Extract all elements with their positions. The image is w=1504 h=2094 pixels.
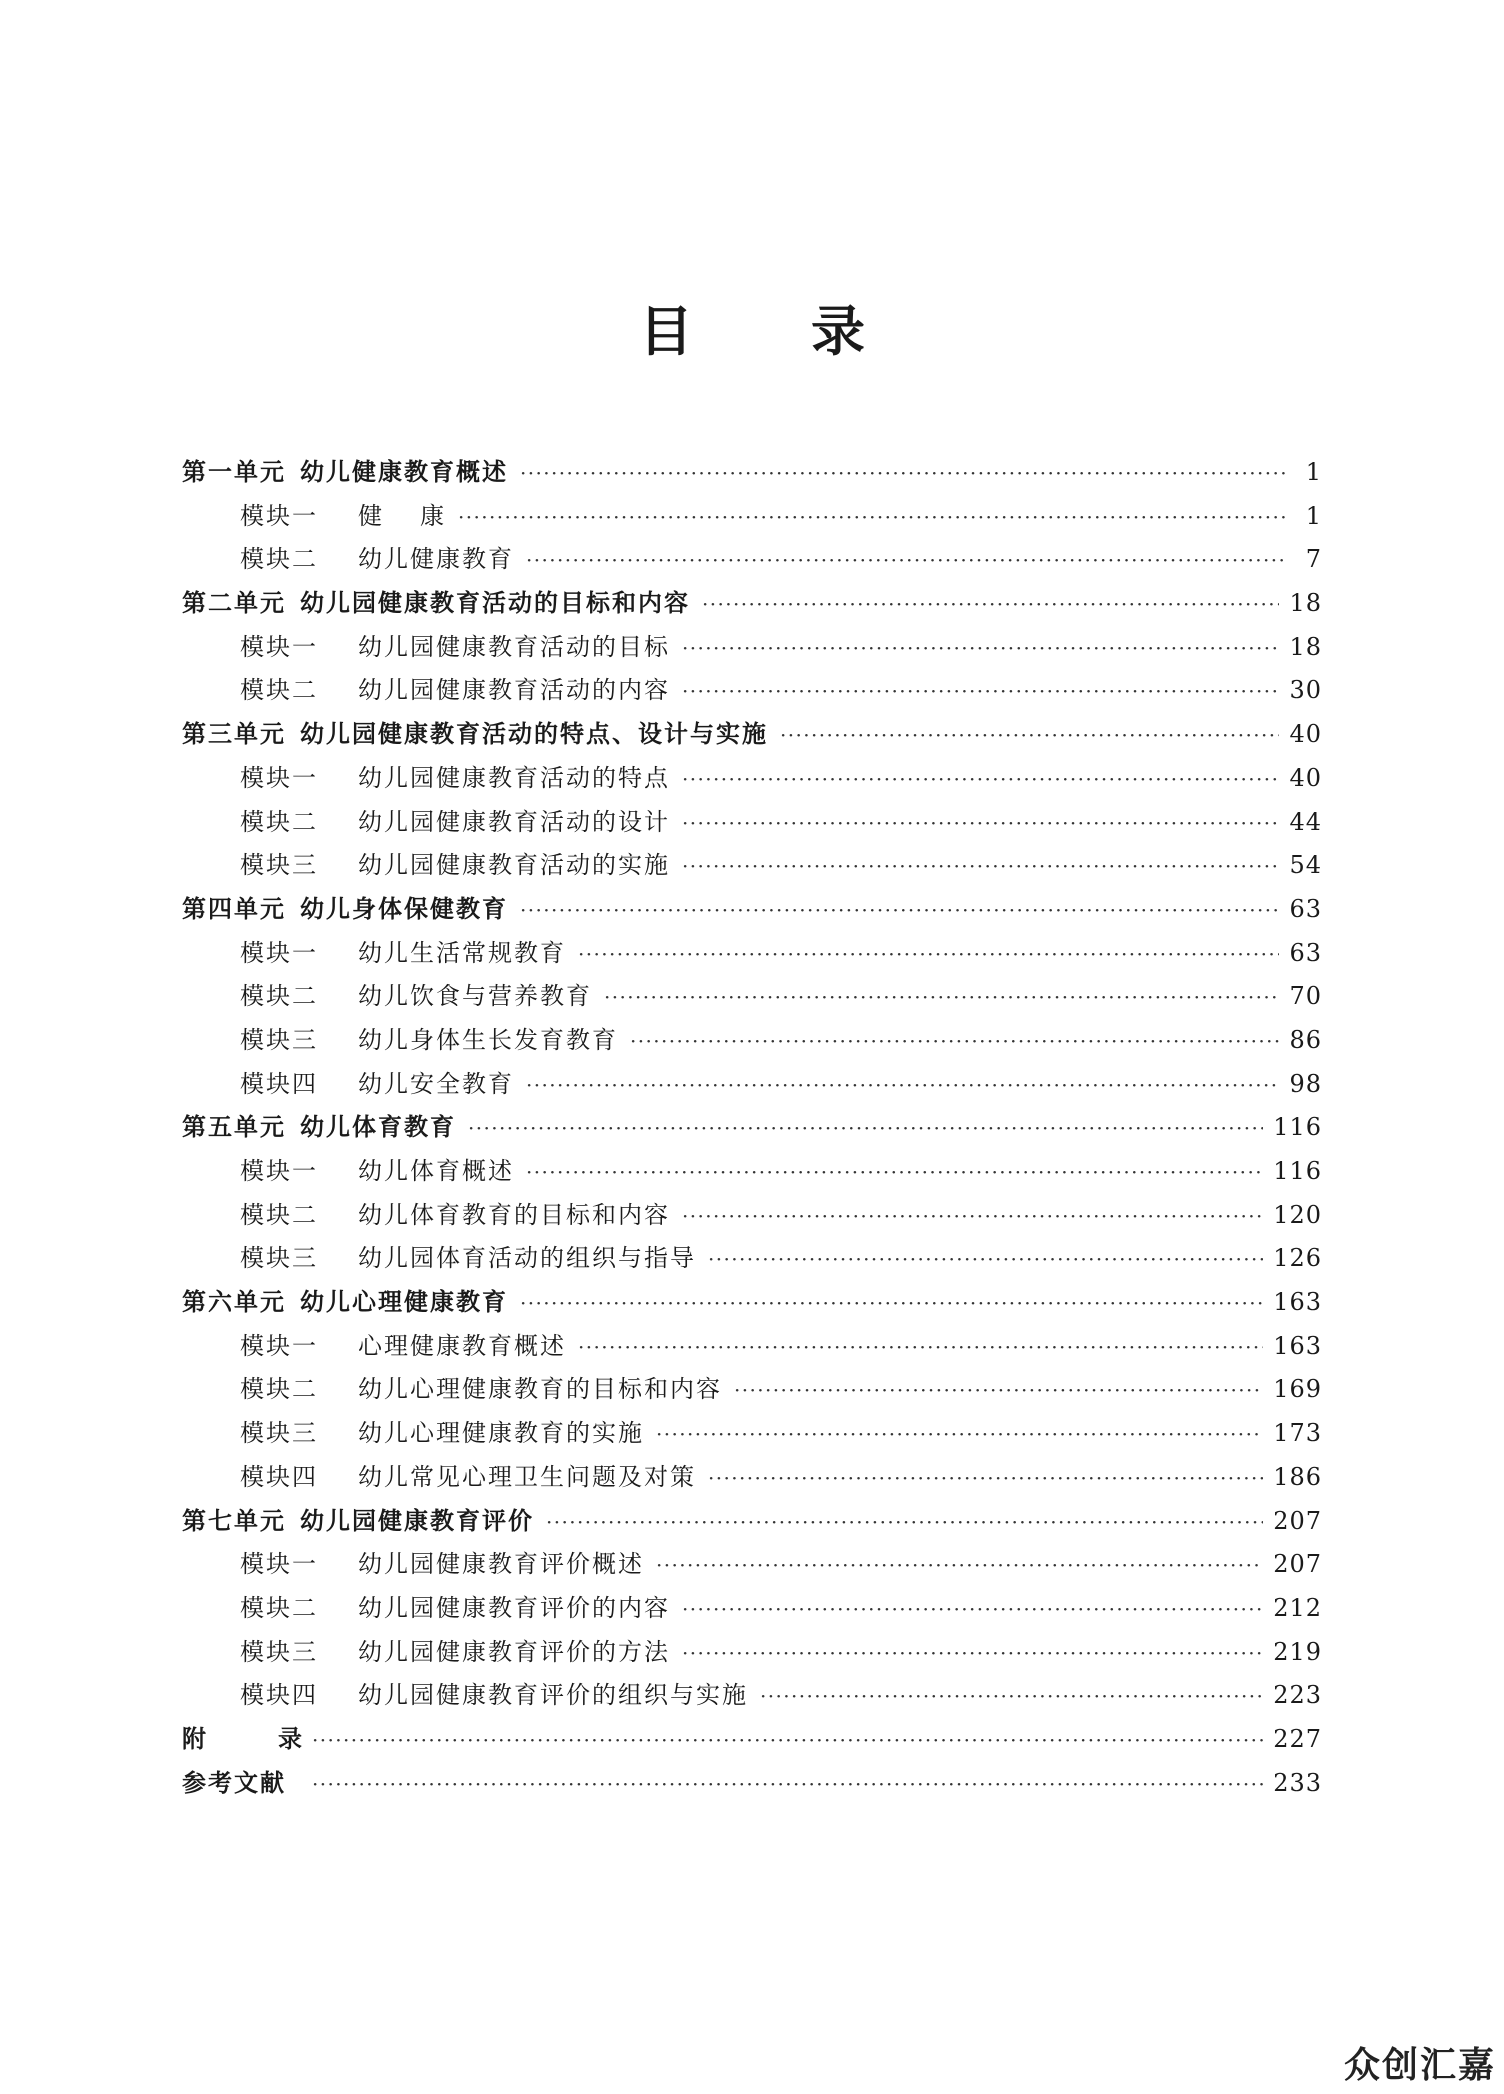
module-title: 幼儿健康教育 bbox=[358, 545, 514, 574]
dot-leader bbox=[312, 1763, 1263, 1807]
toc-module-4-3[interactable] bbox=[182, 1019, 1322, 1063]
toc-module-7-3[interactable] bbox=[182, 1631, 1322, 1675]
module-label: 模块一 bbox=[240, 938, 318, 967]
unit-title: 幼儿心理健康教育 bbox=[300, 1288, 508, 1317]
module-label: 模块三 bbox=[240, 1419, 318, 1448]
module-title: 幼儿园体育活动的组织与指导 bbox=[358, 1244, 696, 1273]
dot-leader bbox=[708, 1457, 1263, 1501]
page-number: 126 bbox=[1273, 1244, 1322, 1273]
toc-unit-3[interactable] bbox=[182, 713, 1322, 757]
dot-leader bbox=[682, 670, 1279, 714]
page-number: 207 bbox=[1273, 1506, 1322, 1535]
module-title: 幼儿园健康教育活动的设计 bbox=[358, 807, 670, 836]
toc-unit-5[interactable] bbox=[182, 1106, 1322, 1150]
dot-leader bbox=[682, 1588, 1263, 1632]
toc-unit-6[interactable] bbox=[182, 1281, 1322, 1325]
toc-module-2-2[interactable] bbox=[182, 669, 1322, 713]
watermark-logo: 众创汇嘉 bbox=[1343, 2045, 1496, 2086]
module-title: 心理健康教育概述 bbox=[358, 1331, 566, 1360]
toc-unit-2[interactable] bbox=[182, 582, 1322, 626]
module-title: 幼儿园健康教育评价的组织与实施 bbox=[358, 1681, 748, 1710]
unit-title: 幼儿健康教育概述 bbox=[300, 458, 508, 486]
module-title: 幼儿园健康教育评价概述 bbox=[358, 1550, 644, 1579]
toc-module-7-2[interactable] bbox=[182, 1587, 1322, 1631]
dot-leader bbox=[312, 1719, 1263, 1763]
module-label: 模块三 bbox=[240, 1025, 318, 1054]
dot-leader bbox=[734, 1369, 1263, 1413]
module-label: 模块一 bbox=[240, 763, 318, 792]
page-number: 186 bbox=[1273, 1462, 1322, 1491]
module-label: 模块一 bbox=[240, 501, 318, 530]
unit-title: 幼儿身体保健教育 bbox=[300, 894, 508, 923]
module-label: 模块二 bbox=[240, 807, 318, 836]
page-number: 120 bbox=[1273, 1200, 1322, 1229]
dot-leader bbox=[526, 539, 1286, 583]
references-label: 参考文献 bbox=[182, 1768, 286, 1797]
page-number: 40 bbox=[1289, 720, 1322, 749]
dot-leader bbox=[682, 1195, 1263, 1239]
module-label: 模块二 bbox=[240, 1200, 318, 1229]
toc-module-6-1[interactable] bbox=[182, 1325, 1322, 1369]
dot-leader bbox=[682, 627, 1279, 671]
dot-leader bbox=[708, 1238, 1263, 1282]
page-title bbox=[0, 296, 1504, 368]
page-number: 116 bbox=[1273, 1113, 1322, 1142]
page-number: 63 bbox=[1289, 938, 1322, 967]
module-label: 模块四 bbox=[240, 1069, 318, 1098]
toc-appendix[interactable] bbox=[182, 1718, 1322, 1762]
module-title: 幼儿体育概述 bbox=[358, 1157, 514, 1185]
module-label: 模块二 bbox=[240, 676, 318, 705]
page-number: 116 bbox=[1273, 1157, 1322, 1185]
toc-module-5-3[interactable] bbox=[182, 1237, 1322, 1281]
page-number: 1 bbox=[1305, 501, 1322, 530]
dot-leader bbox=[546, 1501, 1263, 1545]
dot-leader bbox=[520, 452, 1286, 496]
dot-leader bbox=[656, 1413, 1263, 1457]
dot-leader bbox=[520, 1282, 1263, 1326]
module-label: 模块二 bbox=[240, 1593, 318, 1622]
dot-leader bbox=[682, 1632, 1263, 1676]
dot-leader bbox=[526, 1064, 1279, 1108]
module-label: 模块一 bbox=[240, 632, 318, 661]
page-number: 163 bbox=[1273, 1288, 1322, 1317]
toc-module-7-4[interactable] bbox=[182, 1674, 1322, 1718]
page-number: 207 bbox=[1273, 1550, 1322, 1579]
dot-leader bbox=[702, 583, 1279, 627]
module-label: 模块三 bbox=[240, 1637, 318, 1666]
module-title: 幼儿体育教育的目标和内容 bbox=[358, 1200, 670, 1229]
module-label: 模块三 bbox=[240, 1244, 318, 1273]
module-title: 幼儿园健康教育活动的内容 bbox=[358, 676, 670, 705]
page-number: 40 bbox=[1289, 763, 1322, 792]
toc-module-6-2[interactable] bbox=[182, 1368, 1322, 1412]
module-title: 幼儿生活常规教育 bbox=[358, 938, 566, 967]
page-number: 30 bbox=[1289, 676, 1322, 705]
dot-leader bbox=[780, 714, 1279, 758]
module-label: 模块一 bbox=[240, 1331, 318, 1360]
module-label: 模块三 bbox=[240, 851, 318, 880]
page-number: 1 bbox=[1305, 458, 1322, 486]
module-label: 模块四 bbox=[240, 1681, 318, 1710]
module-title: 幼儿园健康教育活动的目标 bbox=[358, 632, 670, 661]
module-title: 幼儿心理健康教育的实施 bbox=[358, 1419, 644, 1448]
dot-leader bbox=[526, 1151, 1263, 1195]
toc-module-5-1[interactable] bbox=[182, 1150, 1322, 1194]
toc-references[interactable] bbox=[182, 1762, 1322, 1806]
dot-leader bbox=[468, 1107, 1263, 1151]
page-number: 233 bbox=[1273, 1768, 1322, 1797]
dot-leader bbox=[578, 1326, 1263, 1370]
page-number: 86 bbox=[1289, 1025, 1322, 1054]
unit-title: 幼儿园健康教育评价 bbox=[300, 1506, 534, 1535]
unit-label: 第四单元 bbox=[182, 894, 286, 923]
unit-title: 幼儿体育教育 bbox=[300, 1113, 456, 1142]
module-title: 幼儿园健康教育活动的实施 bbox=[358, 851, 670, 880]
toc-module-3-2[interactable] bbox=[182, 801, 1322, 845]
module-title: 幼儿园健康教育活动的特点 bbox=[358, 763, 670, 792]
toc-module-5-2[interactable] bbox=[182, 1194, 1322, 1238]
toc-module-1-1[interactable] bbox=[182, 495, 1322, 539]
module-label: 模块四 bbox=[240, 1462, 318, 1491]
page-number: 44 bbox=[1289, 807, 1322, 836]
table-of-contents bbox=[182, 451, 1322, 1805]
module-label: 模块二 bbox=[240, 982, 318, 1011]
toc-unit-1[interactable] bbox=[182, 451, 1322, 495]
dot-leader bbox=[760, 1675, 1263, 1719]
unit-label: 第三单元 bbox=[182, 720, 286, 749]
page-number: 163 bbox=[1273, 1331, 1322, 1360]
dot-leader bbox=[682, 758, 1279, 802]
module-label: 模块二 bbox=[240, 1375, 318, 1404]
page-number: 63 bbox=[1289, 894, 1322, 923]
toc-module-7-1[interactable] bbox=[182, 1543, 1322, 1587]
dot-leader bbox=[458, 496, 1286, 540]
toc-module-3-1[interactable] bbox=[182, 757, 1322, 801]
page-number: 173 bbox=[1273, 1419, 1322, 1448]
page-number: 169 bbox=[1273, 1375, 1322, 1404]
toc-module-4-2[interactable] bbox=[182, 975, 1322, 1019]
dot-leader bbox=[604, 976, 1279, 1020]
unit-label: 第六单元 bbox=[182, 1288, 286, 1317]
dot-leader bbox=[682, 845, 1279, 889]
module-title: 幼儿安全教育 bbox=[358, 1069, 514, 1098]
unit-label: 第五单元 bbox=[182, 1113, 286, 1142]
toc-module-2-1[interactable] bbox=[182, 626, 1322, 670]
page-number: 223 bbox=[1273, 1681, 1322, 1710]
unit-title: 幼儿园健康教育活动的目标和内容 bbox=[300, 589, 690, 618]
title-char-2: 录 bbox=[811, 300, 983, 363]
page-number: 219 bbox=[1273, 1637, 1322, 1666]
module-label: 模块二 bbox=[240, 545, 318, 574]
page-number: 212 bbox=[1273, 1593, 1322, 1622]
module-title: 幼儿饮食与营养教育 bbox=[358, 982, 592, 1011]
unit-title: 幼儿园健康教育活动的特点、设计与实施 bbox=[300, 720, 768, 749]
title-char-1: 目 bbox=[639, 300, 811, 363]
toc-module-4-1[interactable] bbox=[182, 932, 1322, 976]
page-number: 70 bbox=[1289, 982, 1322, 1011]
toc-unit-7[interactable] bbox=[182, 1500, 1322, 1544]
toc-module-6-3[interactable] bbox=[182, 1412, 1322, 1456]
module-title: 幼儿园健康教育评价的方法 bbox=[358, 1637, 670, 1666]
toc-module-3-3[interactable] bbox=[182, 844, 1322, 888]
unit-label: 第二单元 bbox=[182, 589, 286, 618]
appendix-label: 附录 bbox=[182, 1724, 304, 1753]
dot-leader bbox=[520, 889, 1279, 933]
page-number: 227 bbox=[1273, 1724, 1322, 1753]
page-number: 7 bbox=[1305, 545, 1322, 574]
module-title: 幼儿园健康教育评价的内容 bbox=[358, 1593, 670, 1622]
toc-module-6-4[interactable] bbox=[182, 1456, 1322, 1500]
module-title: 幼儿常见心理卫生问题及对策 bbox=[358, 1462, 696, 1491]
module-title: 幼儿身体生长发育教育 bbox=[358, 1025, 618, 1054]
toc-module-4-4[interactable] bbox=[182, 1063, 1322, 1107]
toc-module-1-2[interactable] bbox=[182, 538, 1322, 582]
toc-unit-4[interactable] bbox=[182, 888, 1322, 932]
module-label: 模块一 bbox=[240, 1157, 318, 1185]
page-number: 18 bbox=[1289, 632, 1322, 661]
page-number: 54 bbox=[1289, 851, 1322, 880]
page-number: 18 bbox=[1289, 589, 1322, 618]
module-label: 模块一 bbox=[240, 1550, 318, 1579]
unit-label: 第七单元 bbox=[182, 1506, 286, 1535]
module-title: 健康 bbox=[358, 501, 446, 530]
dot-leader bbox=[578, 933, 1279, 977]
unit-label: 第一单元 bbox=[182, 458, 286, 486]
dot-leader bbox=[630, 1020, 1279, 1064]
dot-leader bbox=[682, 802, 1279, 846]
dot-leader bbox=[656, 1544, 1263, 1588]
module-title: 幼儿心理健康教育的目标和内容 bbox=[358, 1375, 722, 1404]
page-number: 98 bbox=[1289, 1069, 1322, 1098]
